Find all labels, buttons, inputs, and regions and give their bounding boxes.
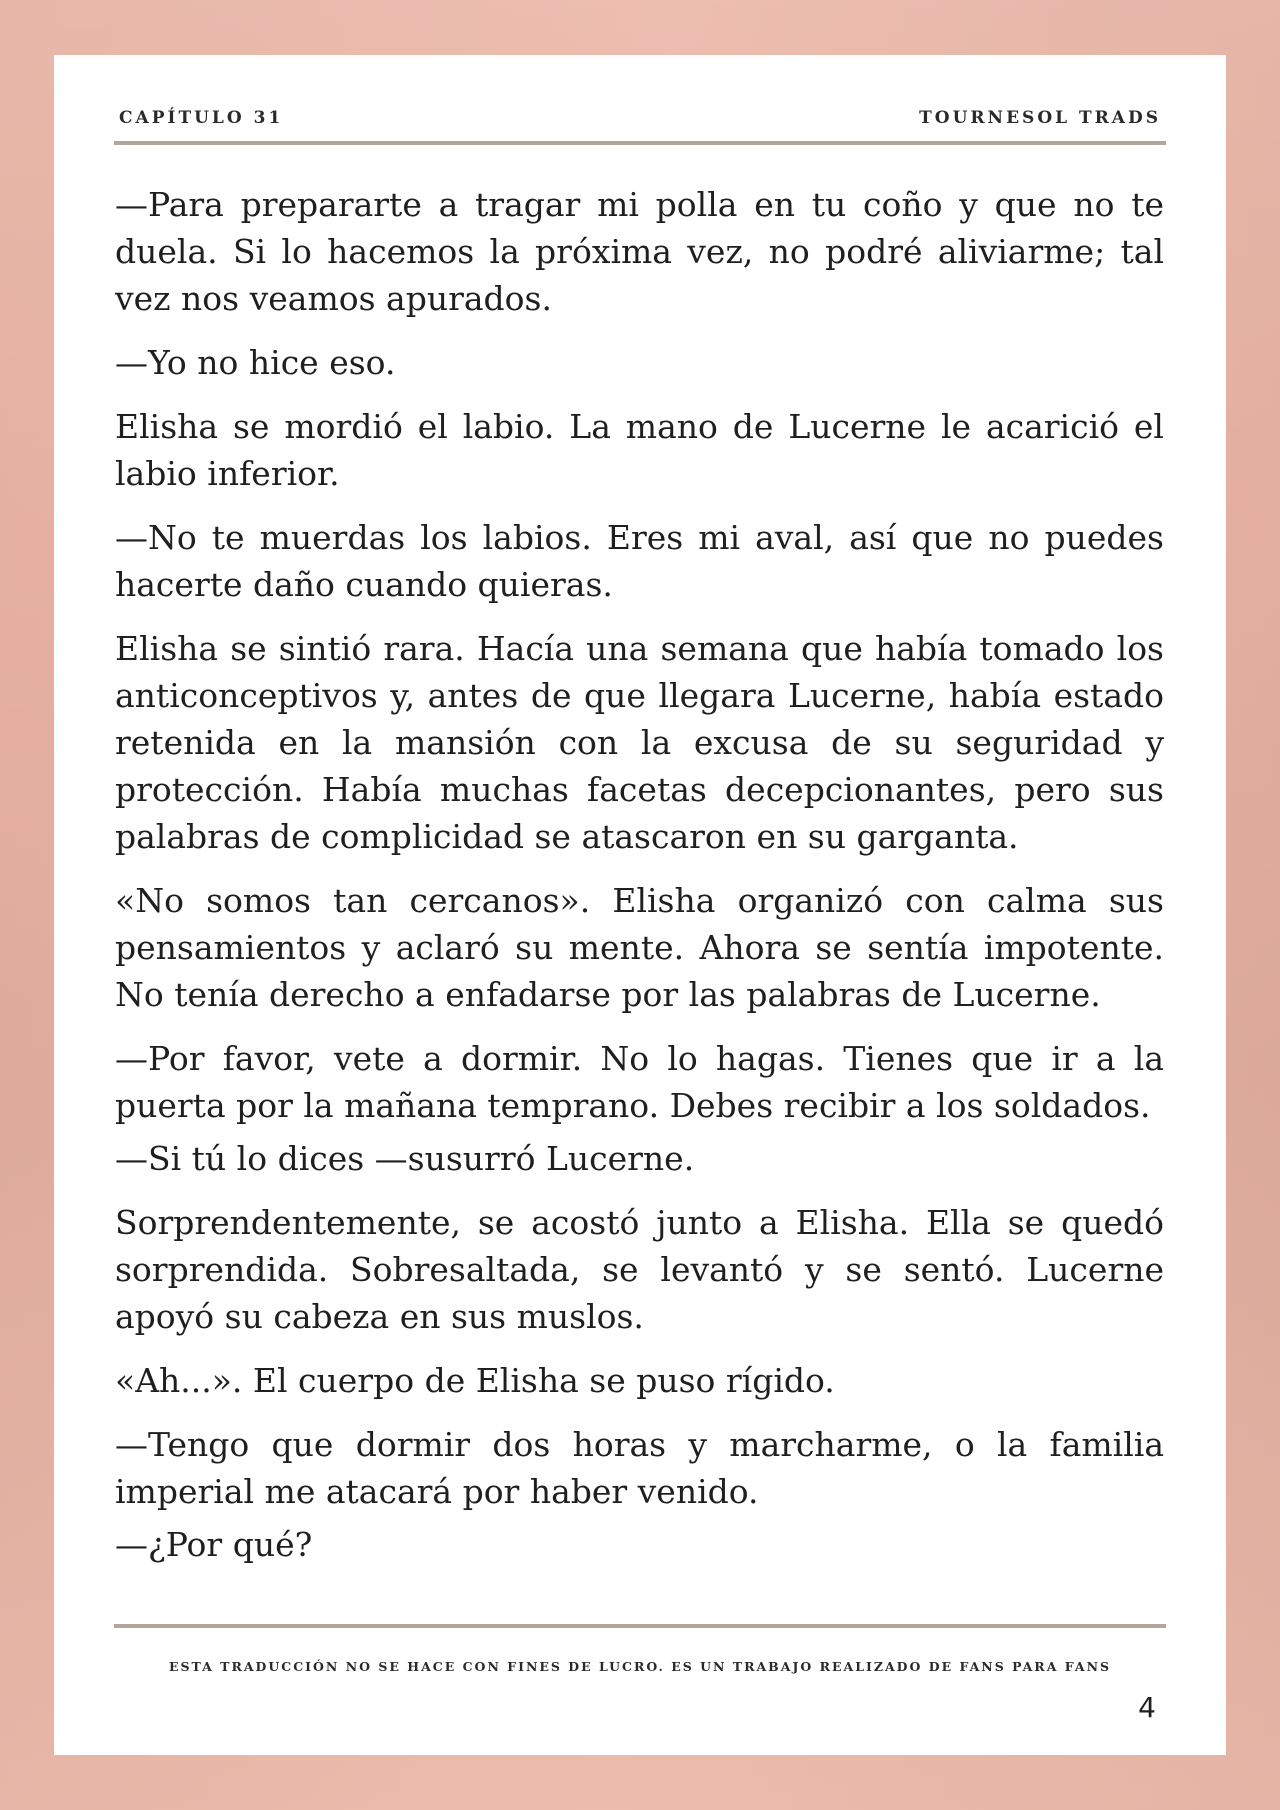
page-number: 4	[1138, 1691, 1156, 1724]
document-page	[54, 55, 1226, 1755]
footer-disclaimer: ESTA TRADUCCIÓN NO SE HACE CON FINES DE LUCRO. ES UN TRABAJO REALIZADO DE FANS PARA FANS	[168, 1659, 1112, 1674]
paragraph: Elisha se mordió el labio. La mano de Lucerne le acarició el labio inferior.	[115, 407, 1164, 493]
paragraph: —Si tú lo dices —susurró Lucerne.	[115, 1139, 695, 1178]
chapter-title: CAPÍTULO 31	[119, 108, 284, 128]
paragraph: «Ah...». El cuerpo de Elisha se puso rígido.	[115, 1361, 835, 1400]
paragraph: —No te muerdas los labios. Eres mi aval, así que no puedes hacerte daño cuando quieras.	[115, 518, 1164, 604]
paragraph: —Tengo que dormir dos horas y marcharme, o la familia imperial me atacará por haber venido.	[115, 1425, 1164, 1511]
paragraph: —¿Por qué?	[115, 1525, 313, 1564]
header-divider	[114, 141, 1166, 145]
page-header	[119, 103, 1161, 133]
body-text	[115, 181, 1164, 1585]
paragraph: Elisha se sintió rara. Hacía una semana que había tomado los anticonceptivos y, antes de que llegara Lucerne, había estado retenida en la mansión con la excusa de su seguridad y protección. Había muchas facetas decepcionantes, pero sus palabras de complicidad se atascaron en su garganta.	[115, 629, 1164, 856]
paragraph: Sorprendentemente, se acostó junto a Elisha. Ella se quedó sorprendida. Sobresaltada, se levantó y se sentó. Lucerne apoyó su cabeza en sus muslos.	[115, 1203, 1164, 1336]
paragraph: —Por favor, vete a dormir. No lo hagas. Tienes que ir a la puerta por la mañana temprano. Debes recibir a los soldados.	[115, 1039, 1164, 1125]
translation-group: TOURNESOL TRADS	[919, 108, 1161, 128]
paragraph: —Yo no hice eso.	[115, 343, 396, 382]
paragraph: —Para prepararte a tragar mi polla en tu coño y que no te duela. Si lo hacemos la próxima vez, no podré aliviarme; tal vez nos veamos apurados.	[115, 185, 1164, 318]
paragraph: «No somos tan cercanos». Elisha organizó con calma sus pensamientos y aclaró su mente. Ahora se sentía impotente. No tenía derecho a enfadarse por las palabras de Lucerne.	[115, 881, 1164, 1014]
footer-divider	[114, 1624, 1166, 1628]
